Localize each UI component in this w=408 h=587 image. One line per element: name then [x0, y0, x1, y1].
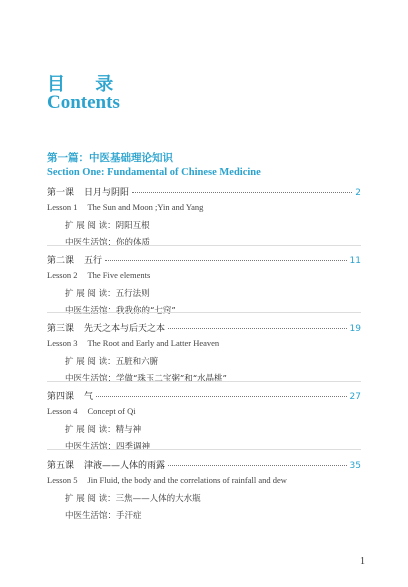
section-title-chinese: 第一篇：中医基础理论知识	[47, 152, 173, 164]
folio-page-number: 1	[360, 556, 365, 567]
lesson-english-line	[47, 270, 361, 282]
lesson-entry-3[interactable]	[47, 321, 361, 384]
lesson-number-zh: 第四课	[47, 392, 75, 402]
divider	[47, 381, 361, 382]
divider	[47, 245, 361, 246]
lesson-number-zh: 第二课	[47, 256, 75, 266]
lesson-heading[interactable]	[47, 321, 361, 335]
lesson-number-en: Lesson 5	[47, 475, 78, 485]
lesson-title-zh: 五行	[84, 256, 103, 266]
extended-reading[interactable]: 扩 展 阅 读：阴阳互根	[65, 221, 150, 231]
lesson-entry-2[interactable]	[47, 253, 361, 316]
lesson-number-en: Lesson 3	[47, 338, 78, 348]
lesson-title-zh: 气	[84, 392, 94, 402]
lesson-title-zh: 日月与阴阳	[84, 188, 130, 198]
page-number[interactable]: 2	[355, 188, 361, 198]
dot-leader	[96, 396, 347, 397]
toc-title-chinese: 目 录	[47, 74, 126, 95]
extended-reading[interactable]: 扩 展 阅 读：五行法则	[65, 289, 150, 299]
lesson-english-line	[47, 338, 361, 350]
lesson-number-en: Lesson 4	[47, 406, 78, 416]
toc-title-english: Contents	[47, 92, 120, 113]
lesson-title-en: The Root and Early and Latter Heaven	[87, 338, 220, 348]
lesson-number-zh: 第五课	[47, 461, 75, 471]
page-number[interactable]: 35	[349, 461, 361, 471]
tcm-life-hall[interactable]: 中医生活馆：你的体质	[65, 238, 151, 248]
lesson-heading[interactable]	[47, 253, 361, 267]
lesson-english-line	[47, 406, 361, 418]
lesson-number-en: Lesson 2	[47, 270, 78, 280]
lesson-title-en: Jin Fluid, the body and the correlations of rainfall and dew	[87, 475, 287, 485]
lesson-title-en: Concept of Qi	[87, 406, 136, 416]
lesson-english-line	[47, 202, 361, 214]
page-number[interactable]: 11	[349, 256, 361, 266]
section-title-english: Section One: Fundamental of Chinese Medicine	[47, 167, 261, 178]
lesson-entry-4[interactable]	[47, 389, 361, 452]
tcm-life-hall[interactable]: 中医生活馆：学做“珠玉二宝粥”和“水晶桃”	[65, 374, 227, 384]
lesson-heading[interactable]	[47, 185, 361, 199]
lesson-entry-1[interactable]	[47, 185, 361, 248]
tcm-life-hall[interactable]: 中医生活馆：四季调神	[65, 442, 151, 452]
lesson-heading[interactable]	[47, 458, 361, 472]
lesson-heading[interactable]	[47, 389, 361, 403]
dot-leader	[105, 260, 347, 261]
tcm-life-hall[interactable]: 中医生活馆：手汗症	[65, 511, 142, 521]
divider	[47, 449, 361, 450]
dot-leader	[168, 465, 347, 466]
lesson-number-en: Lesson 1	[47, 202, 78, 212]
dot-leader	[168, 328, 347, 329]
page-number[interactable]: 27	[349, 392, 361, 402]
divider	[47, 312, 361, 313]
lesson-title-zh: 先天之本与后天之本	[84, 324, 166, 334]
lesson-title-en: The Sun and Moon ;Yin and Yang	[87, 202, 204, 212]
extended-reading[interactable]: 扩 展 阅 读：五脏和六腑	[65, 357, 159, 367]
lesson-number-zh: 第一课	[47, 188, 75, 198]
lesson-english-line	[47, 475, 361, 487]
lesson-title-zh: 津液——人体的雨露	[84, 461, 166, 471]
lesson-entry-5[interactable]	[47, 458, 361, 521]
extended-reading[interactable]: 扩 展 阅 读：三焦——人体的大水瓶	[65, 494, 201, 504]
lesson-title-en: The Five elements	[87, 270, 151, 280]
page-number[interactable]: 19	[349, 324, 361, 334]
tcm-life-hall[interactable]: 中医生活馆：我我你的“七窍”	[65, 306, 176, 316]
extended-reading[interactable]: 扩 展 阅 读：精与神	[65, 425, 142, 435]
lesson-number-zh: 第三课	[47, 324, 75, 334]
dot-leader	[132, 192, 352, 193]
